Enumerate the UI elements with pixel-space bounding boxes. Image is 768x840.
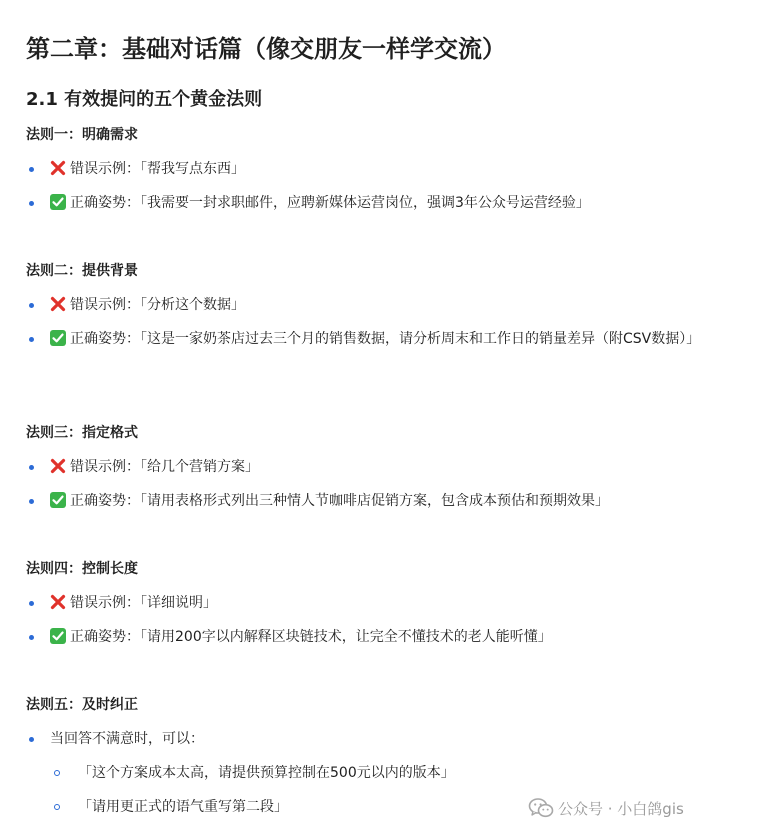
rule-3-wrong-text: 错误示例：「给几个营销方案」: [70, 459, 259, 475]
rule-2-right-text: 正确姿势：「这是一家奶茶店过去三个月的销售数据，请分析周末和工作日的销量差异（附CSV数据）」: [70, 331, 701, 347]
rule-3-wrong-item: [26, 455, 750, 480]
rule-1-right-text: 正确姿势：「我需要一封求职邮件，应聘新媒体运营岗位，强调3年公众号运营经验」: [70, 195, 590, 211]
chapter-title: 第二章：基础对话篇（像交朋友一样学交流）: [26, 35, 506, 63]
rule-4-wrong-text: 错误示例：「详细说明」: [70, 595, 217, 611]
watermark: [528, 796, 684, 822]
rule-5-intro-item: [26, 727, 750, 752]
rule-2-wrong-text: 错误示例：「分析这个数据」: [70, 297, 245, 313]
bullet-dot: [29, 499, 34, 504]
rule-5-intro-text: 当回答不满意时，可以：: [50, 731, 204, 747]
rule-3-right-text: 正确姿势：「请用表格形式列出三种情人节咖啡店促销方案，包含成本预估和预期效果」: [70, 493, 609, 509]
rule-4-wrong-item: [26, 591, 750, 616]
check-mark-icon: [50, 330, 66, 346]
rule-1-right-item: [26, 191, 750, 216]
rule-5-example-1: [54, 761, 744, 786]
rule-1-wrong-item: [26, 157, 750, 182]
rule-1-wrong-text: 错误示例：「帮我写点东西」: [70, 161, 245, 177]
cross-mark-icon: [50, 458, 66, 474]
rule-4-title: 法则四：控制长度: [26, 561, 138, 577]
check-mark-icon: [50, 492, 66, 508]
sub-bullet-ring: [54, 804, 60, 810]
rule-5-example-2-text: 「请用更正式的语气重写第二段」: [78, 799, 288, 815]
rule-2-right-item: [26, 327, 750, 352]
rule-5-example-1-text: 「这个方案成本太高，请提供预算控制在500元以内的版本」: [78, 765, 455, 781]
section-title: 2.1 有效提问的五个黄金法则: [26, 89, 263, 110]
check-mark-icon: [50, 628, 66, 644]
watermark-text: 公众号 · 小白鸽gis: [558, 800, 684, 818]
sub-bullet-ring: [54, 770, 60, 776]
rule-1-title: 法则一：明确需求: [26, 127, 138, 143]
bullet-dot: [29, 167, 34, 172]
bullet-dot: [29, 201, 34, 206]
rule-3-title: 法则三：指定格式: [26, 425, 138, 441]
cross-mark-icon: [50, 594, 66, 610]
wechat-logo-icon: [528, 797, 554, 819]
check-mark-icon: [50, 194, 66, 210]
rule-4-right-item: [26, 625, 750, 650]
rule-4-right-text: 正确姿势：「请用200字以内解释区块链技术，让完全不懂技术的老人能听懂」: [70, 629, 552, 645]
bullet-dot: [29, 635, 34, 640]
cross-mark-icon: [50, 296, 66, 312]
rule-2-wrong-item: [26, 293, 750, 318]
bullet-dot: [29, 465, 34, 470]
bullet-dot: [29, 601, 34, 606]
bullet-dot: [29, 303, 34, 308]
bullet-dot: [29, 337, 34, 342]
bullet-dot: [29, 737, 34, 742]
rule-5-title: 法则五：及时纠正: [26, 697, 138, 713]
cross-mark-icon: [50, 160, 66, 176]
rule-3-right-item: [26, 489, 750, 514]
rule-2-title: 法则二：提供背景: [26, 263, 138, 279]
